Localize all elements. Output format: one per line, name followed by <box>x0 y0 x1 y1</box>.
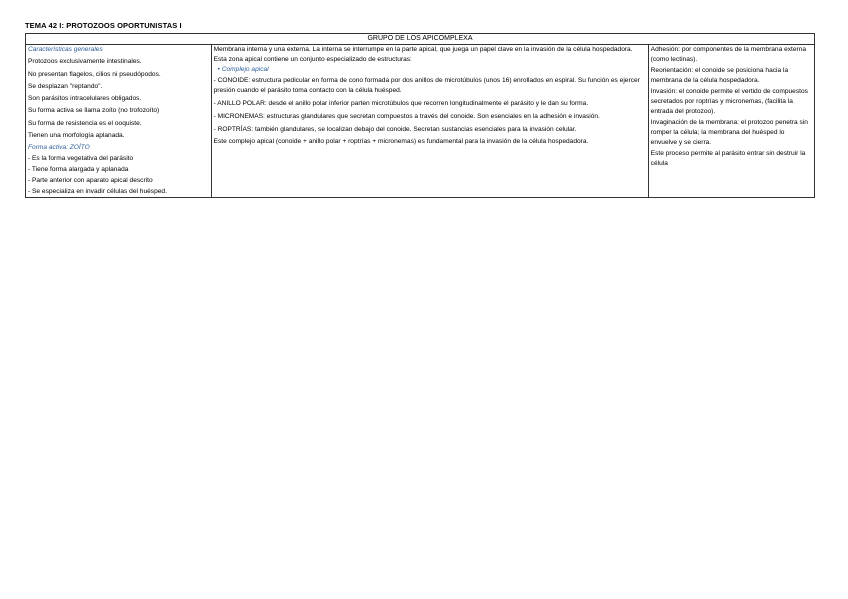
zoite-heading: Forma activa: ZOÍTO <box>28 144 90 152</box>
table-row <box>26 45 815 198</box>
list-item: Reorientación: el conoide se posiciona hacia la membrana de la célula hospedadora. <box>650 67 789 84</box>
list-item: Tienen una morfología aplanada. <box>28 132 125 140</box>
list-item: Invaginación de la membrana: el protozoo penetra sin romper la célula; la membrana del huésped lo envuelve y se cierra. <box>650 119 808 146</box>
apical-complex-summary: Este complejo apical (conoide + anillo polar + roptrías + micronemas) es fundamental para la invasión de la célula hospedadora. <box>213 138 589 146</box>
invasion-process-cell <box>648 45 814 198</box>
apical-complex-bullet <box>214 65 646 75</box>
conoide-item: - CONOIDE: estructura pedicular en forma de cono formada por dos anillos de microtúbulos (unos 16) enrollados en espiral. Su función es ejercer presión cuando el parásito toma contacto con la célula huésped. <box>213 76 640 94</box>
roptrias-item: - ROPTRÍAS: también glandulares, se localizan debajo del conoide. Secretan sustancias esenciales para la invasión celular. <box>213 126 577 134</box>
list-item: Su forma de resistencia es el ooquiste. <box>28 119 142 127</box>
list-item: Adhesión: por componentes de la membrana externa (como lectinas). <box>650 46 807 63</box>
list-item: - Parte anterior con aparato apical descrito <box>28 176 153 184</box>
list-item: - Es la forma vegetativa del parásito <box>28 155 134 163</box>
anillo-polar-item: - ANILLO POLAR: desde el anillo polar inferior parten microtúbulos que recorren longitudinalmente el parásito y le dan su forma. <box>213 100 589 108</box>
list-item: - Tiene forma alargada y aplanada <box>28 165 129 173</box>
list-item: Este proceso permite al parásito entrar sin destruir la célula <box>650 149 806 167</box>
list-item: - Se especializa en invadir células del huésped. <box>28 187 167 195</box>
list-item: No presentan flagelos, cilios ni pseudópodos. <box>28 70 161 78</box>
apicomplexa-table <box>25 33 815 198</box>
general-characteristics-cell <box>26 45 212 198</box>
list-item: Se desplazan "reptando". <box>28 82 103 90</box>
list-item: Invasión: el conoide permite el vertido de compuestos secretados por roptrías y micronemas, (facilita la entrada del protozoo). <box>650 88 808 115</box>
general-characteristics-heading: Características generales <box>28 46 103 53</box>
structure-intro: Membrana interna y una externa. La interna se interrumpe en la parte apical, que juega un papel clave en la invasión de la célula hospedadora. Esta zona apical contiene un conjunto especializado de estructuras: <box>213 46 633 64</box>
table-header: GRUPO DE LOS APICOMPLEXA <box>26 34 815 45</box>
list-item: Protozoos exclusivamente intestinales. <box>28 58 142 66</box>
structure-cell <box>211 45 648 198</box>
page-title: TEMA 42 I: PROTOZOOS OPORTUNISTAS I <box>25 21 182 30</box>
bullet-icon: • <box>217 66 220 74</box>
list-item: Su forma activa se llama zoíto (no trofozoíto) <box>28 107 160 115</box>
apical-complex-label: Complejo apical <box>221 66 269 74</box>
list-item: Son parásitos intracelulares obligados. <box>28 95 142 103</box>
micronemas-item: - MICRONEMAS: estructuras glandulares que secretan compuestos a través del conoide. Son esenciales en la adhesión e invasión. <box>213 113 600 121</box>
table-header-row <box>26 34 815 45</box>
